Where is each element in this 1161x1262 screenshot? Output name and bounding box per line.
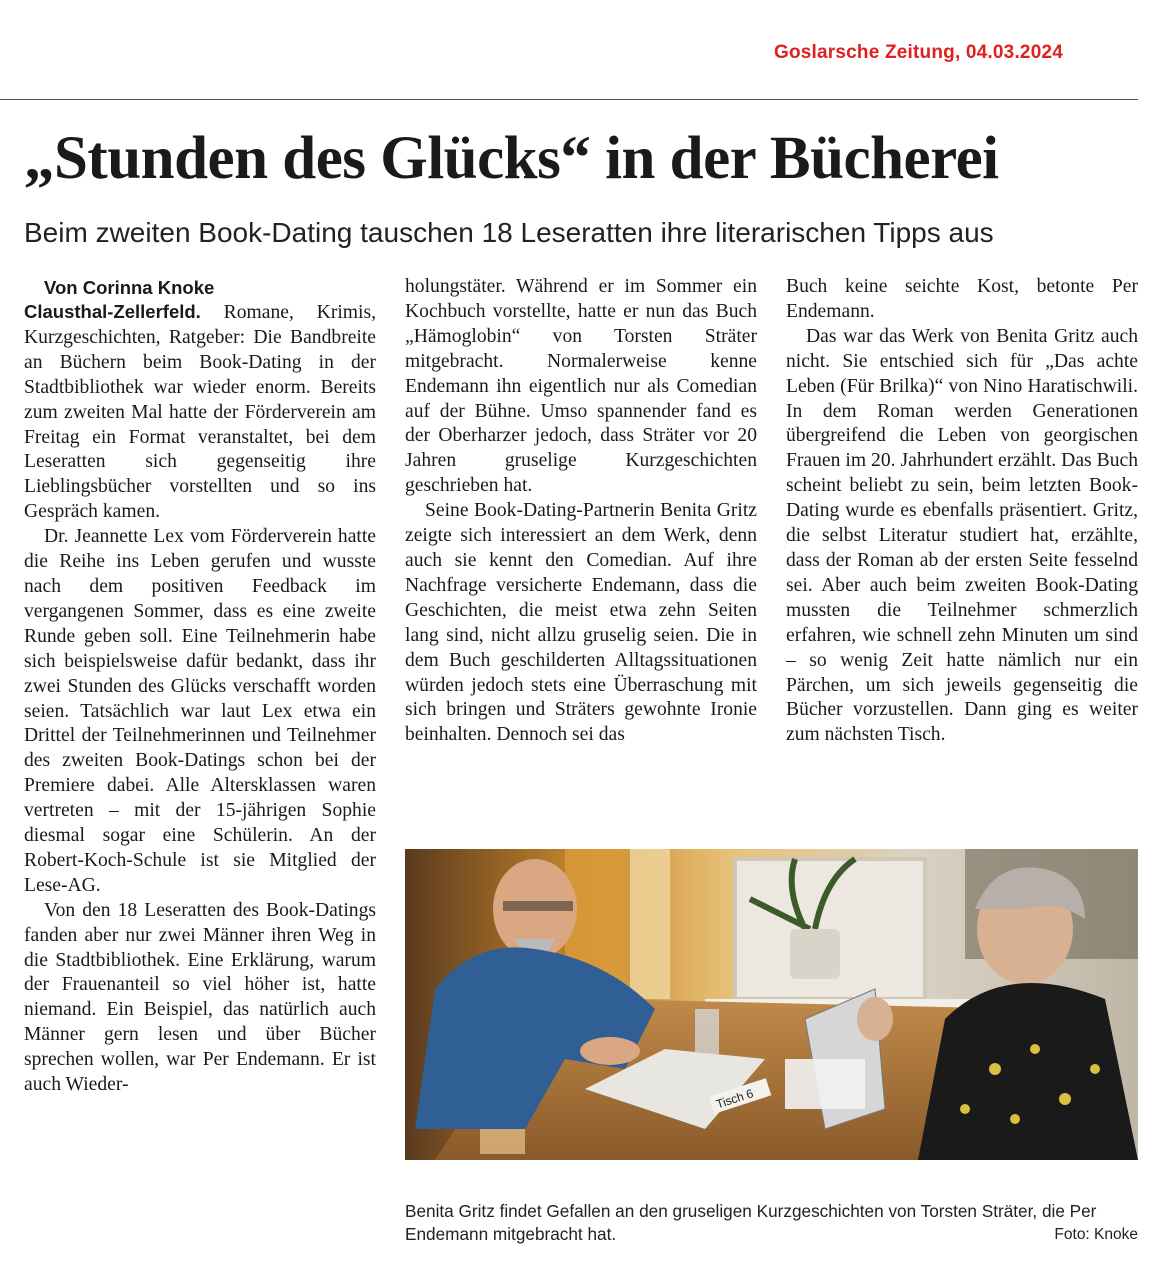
article-subheadline: Beim zweiten Book-Dating tauschen 18 Leseratten ihre literarischen Tipps aus [24, 217, 994, 248]
table-sign-text: Tisch 6 [714, 1086, 756, 1112]
article-column-2 [405, 275, 757, 748]
paragraph: Dr. Jeannette Lex vom Förderverein hatte die Reihe ins Leben gerufen und wusste nach dem positiven Feedback im vergangenen Sommer, dass es eine zweite Runde geben soll. Eine Teilnehmerin habe sich beispielsweise dafür bedankt, dass ihr zwei Stunden des Glücks verschafft worden seien. Tatsächlich war laut Lex etwa ein Drittel der Teilnehmerinnen und Teilnehmer des zweiten Book-Datings schon bei der Premiere dabei. Alle Altersklassen waren vertreten – mit der 15-jährigen Sophie diesmal sogar eine Schülerin. An der Robert-Koch-Schule ist sie Mitglied der Lese-AG. [24, 526, 376, 896]
photo-caption: Benita Gritz findet Gefallen an den gruseligen Kurzgeschichten von Torsten Sträter, die Per Endemann mitgebracht hat. [405, 1201, 1097, 1244]
photo-credit: Foto: Knoke [1054, 1226, 1138, 1243]
header-rule [0, 99, 1138, 100]
paragraph: Das war das Werk von Benita Gritz auch nicht. Sie entschied sich für „Das achte Leben (Für Brilka)“ von Nino Haratischwili. In dem Roman werden Generationen übergreifend die Leben von georgischen Frauen im 20. Jahrhundert erzählt. Das Buch scheint beliebt zu sein, beim letzten Book-Dating wurde es ebenfalls präsentiert. Gritz, die selbst Literatur studiert hat, erzählte, dass der Roman ab der ersten Seite fesselnd sei. Aber auch beim zweiten Book-Dating mussten die Teilnehmer schmerzlich erfahren, wie schnell zehn Minuten um sind – so wenig Zeit hatte nämlich nur ein Pärchen, um sich jeweils gegenseitig die Bücher vorzustellen. Dann ging es weiter zum nächsten Tisch. [786, 325, 1138, 746]
article-column-1 [24, 275, 376, 1098]
newspaper-source: Goslarsche Zeitung, 04.03.2024 [773, 42, 1063, 63]
paragraph: holungstäter. Während er im Sommer ein Kochbuch vorstellte, hatte er nun das Buch „Hämoglobin“ von Torsten Sträter mitgebracht. Normalerweise kenne Endemann ihn eigentlich nur als Comedian auf der Bühne. Umso spannender fand es der Oberharzer jedoch, dass Sträter vor 20 Jahren gruselige Kurzgeschichten geschrieben hat. [405, 276, 757, 497]
article-photo [405, 849, 1138, 1160]
paragraph-text: Romane, Krimis, Kurzgeschichten, Ratgeber: Die Bandbreite an Büchern beim Book-Dating in der Stadtbibliothek war wieder enorm. Bereits zum zweiten Mal hatte der Förderverein am Freitag ein Format veranstaltet, bei dem Leseratten sich gegenseitig ihre Lieblingsbücher vorstellten und so ins Gespräch kamen. [24, 302, 376, 523]
dateline: Clausthal-Zellerfeld. [24, 301, 201, 322]
author-byline: Von Corinna Knoke [44, 277, 215, 298]
paragraph [24, 300, 376, 525]
photo-illustration [405, 849, 1138, 1160]
paragraph: Von den 18 Leseratten des Book-Datings fanden aber nur zwei Männer ihren Weg in die Stadtbibliothek. Eine Erklärung, warum der Frauenanteil so viel höher ist, hatte niemand. Ein Beispiel, das natürlich auch Männer gern lesen und über Bücher sprechen wollen, war Per Endemann. Er ist auch Wieder- [24, 899, 376, 1096]
paragraph: Seine Book-Dating-Partnerin Benita Gritz zeigte sich interessiert an dem Werk, denn auch sie kennt den Comedian. Auf ihre Nachfrage versicherte Endemann, dass die Geschichten, die meist etwa zehn Seiten lang sind, nicht allzu gruselig seien. Die in dem Buch geschilderten Alltagssituationen würden jedoch stets eine Überraschung mit sich bringen und Sträters gewohnte Ironie beinhalten. Dennoch sei das [405, 500, 757, 746]
article-column-3 [786, 275, 1138, 748]
paragraph: Buch keine seichte Kost, betonte Per Endemann. [786, 276, 1138, 322]
article-headline: „Stunden des Glücks“ in der Bücherei [24, 125, 999, 192]
